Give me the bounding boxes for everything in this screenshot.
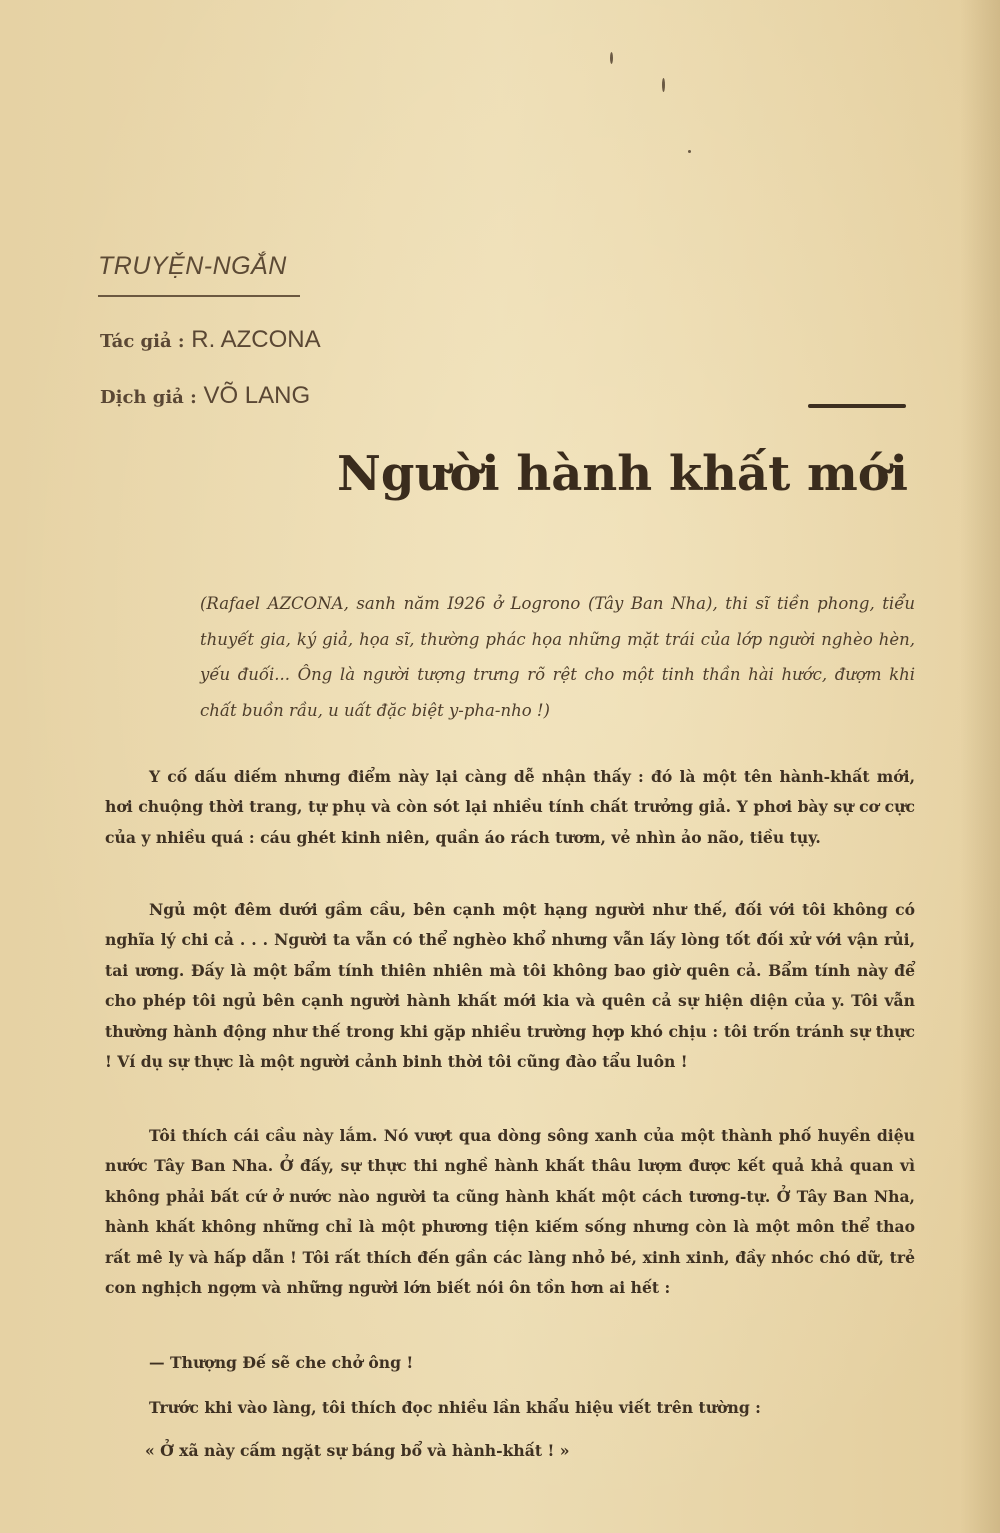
translator-name: VÕ LANG — [203, 382, 311, 409]
paper-speck — [662, 78, 665, 92]
body-paragraph: Ngủ một đêm dưới gầm cầu, bên cạnh một hạng người như thế, đối với tôi không có nghĩa lý chi cả . . . Người ta vẫn có thể nghèo khổ nhưng vẫn lấy lòng tốt đối xử với vận rủi, tai ương. Đấy là một bẩm tính thiên nhiên mà tôi không bao giờ quên cả. Bẩm tính này để cho phép tôi ngủ bên cạnh người hành khất mới kia và quên cả sự hiện diện của y. Tôi vẫn thường hành động như thế trong khi gặp nhiều trường hợp khó chịu : tôi trốn tránh sự thực ! Ví dụ sự thực là một người cảnh binh thời tôi cũng đào tẩu luôn ! — [105, 900, 915, 1072]
body-paragraph: Y cố dấu diếm nhưng điểm này lại càng dễ nhận thấy : đó là một tên hành-khất mới, hơi chuộng thời trang, tự phụ và còn sót lại nhiều tính chất trưởng giả. Y phơi bày sự cơ cực của y nhiều quá : cáu ghét kinh niên, quần áo rách tươm, vẻ nhìn ảo não, tiều tụy. — [105, 767, 915, 847]
dialogue-line: — Thượng Đế sẽ che chở ông ! — [149, 1353, 414, 1372]
page-edge-shadow — [960, 0, 1000, 1533]
paper-speck — [688, 150, 691, 153]
decorative-rule — [808, 404, 906, 408]
author-name: R. AZCONA — [191, 326, 321, 353]
quoted-slogan: « Ở xã này cấm ngặt sự báng bổ và hành-khất ! » — [145, 1441, 570, 1460]
author-label: Tác giả : — [100, 331, 185, 352]
paper-speck — [610, 52, 613, 64]
section-underline — [98, 295, 300, 297]
body-paragraph: Trước khi vào làng, tôi thích đọc nhiều lần khẩu hiệu viết trên tường : — [149, 1398, 761, 1417]
body-paragraph: Tôi thích cái cầu này lắm. Nó vượt qua dòng sông xanh của một thành phố huyền diệu nước Tây Ban Nha. Ở đấy, sự thực thi nghề hành khất thâu lượm được kết quả khả quan vì không phải bất cứ ở nước nào người ta cũng hành khất một cách tương-tự. Ở Tây Ban Nha, hành khất không những chỉ là một phương tiện kiếm sống nhưng còn là một môn thể thao rất mê ly và hấp dẫn ! Tôi rất thích đến gần các làng nhỏ bé, xinh xinh, đầy nhóc chó dữ, trẻ con nghịch ngợm và những người lớn biết nói ôn tồn hơn ai hết : — [105, 1126, 915, 1298]
translator-credit — [100, 382, 310, 410]
author-intro: (Rafael AZCONA, sanh năm I926 ở Logrono (Tây Ban Nha), thi sĩ tiền phong, tiểu thuyết gia, ký giả, họa sĩ, thường phác họa những mặt trái của lớp người nghèo hèn, yếu đuối... Ông là người tượng trưng rõ rệt cho một tinh thần hài hước, đượm khi chất buồn rầu, u uất đặc biệt y-pha-nho !) — [200, 594, 915, 720]
translator-label: Dịch giả : — [100, 387, 197, 408]
section-label: TRUYỆN-NGẮN — [98, 252, 287, 280]
story-title: Người hành khất mới — [337, 446, 908, 502]
author-credit — [100, 326, 321, 354]
